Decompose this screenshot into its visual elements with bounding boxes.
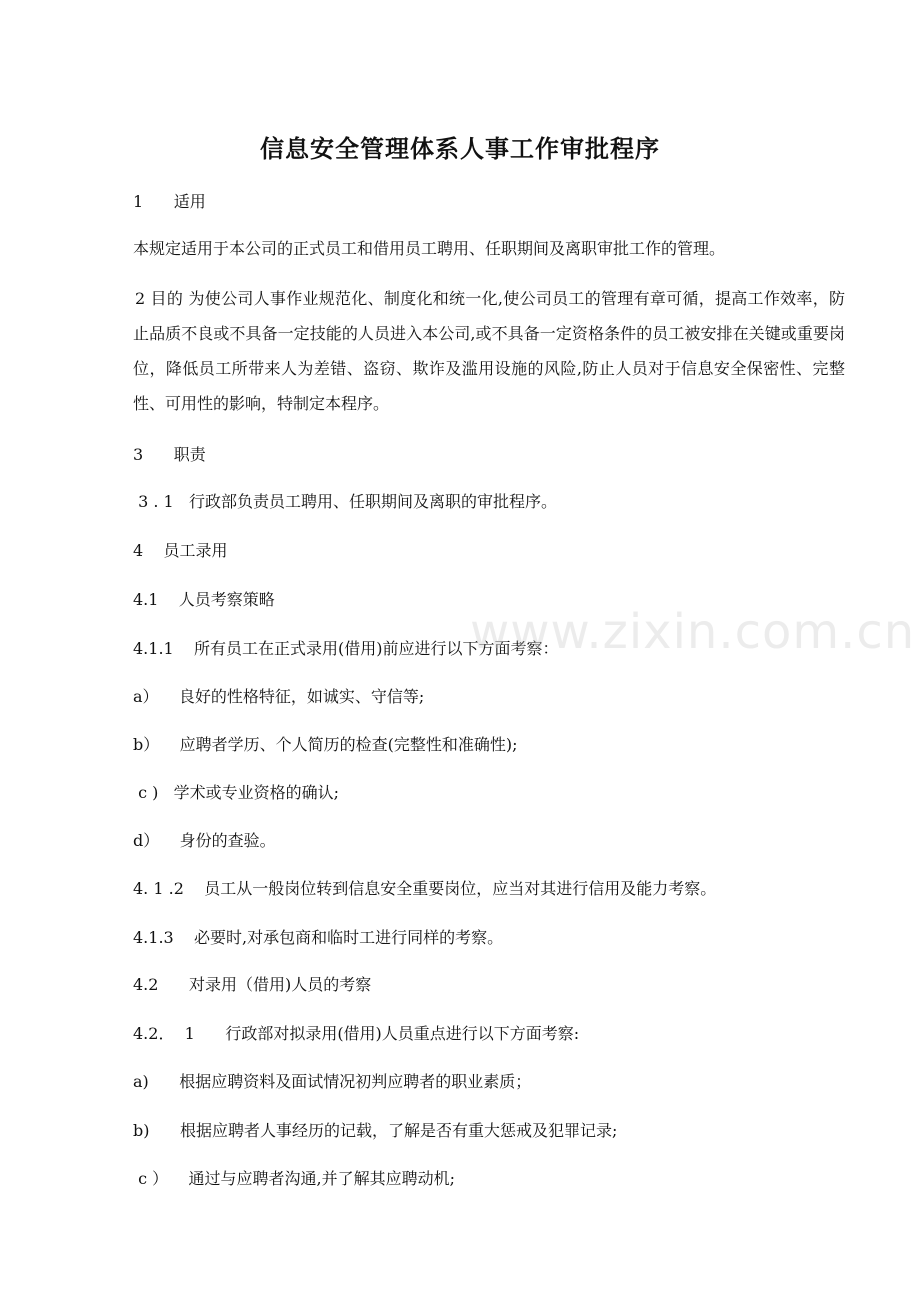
section-4-2-heading: 4.2 对录用（借用)人员的考察 <box>133 975 372 994</box>
watermark: www.zixin.com.cn <box>470 604 916 660</box>
list-item-a: a） 良好的性格特征，如诚实、守信等; <box>133 687 425 706</box>
section-3-1-text: 3 . 1 行政部负责员工聘用、任职期间及离职的审批程序。 <box>133 492 557 511</box>
list-item-b: b） 应聘者学历、个人简历的检查(完整性和准确性); <box>133 735 518 754</box>
section-3-heading: 3 职责 <box>133 445 206 464</box>
section-1-heading: 1 适用 <box>133 192 206 211</box>
section-4-2-1-text: 4.2． 1 行政部对拟录用(借用)人员重点进行以下方面考察: <box>133 1024 580 1043</box>
document-title: 信息安全管理体系人事工作审批程序 <box>260 135 660 163</box>
section-4-heading: 4 员工录用 <box>133 541 228 560</box>
list-item-4-2-b: b) 根据应聘者人事经历的记载，了解是否有重大惩戒及犯罪记录; <box>133 1121 618 1140</box>
list-item-4-2-c: c ） 通过与应聘者沟通,并了解其应聘动机; <box>133 1169 455 1188</box>
section-4-1-1-text: 4.1.1 所有员工在正式录用(借用)前应进行以下方面考察： <box>133 639 559 658</box>
section-1-text: 本规定适用于本公司的正式员工和借用员工聘用、任职期间及离职审批工作的管理。 <box>133 239 726 258</box>
section-4-1-2-text: 4. 1 .2 员工从一般岗位转到信息安全重要岗位，应当对其进行信用及能力考察。 <box>133 879 717 898</box>
section-4-1-3-text: 4.1.3 必要时,对承包商和临时工进行同样的考察。 <box>133 928 504 947</box>
section-2-paragraph: 2 目的 为使公司人事作业规范化、制度化和统一化,使公司员工的管理有章可循，提高工作效率，防止品质不良或不具备一定技能的人员进入本公司,或不具备一定资格条件的员工被安排在关键或重要岗位，降低员工所带来人为差错、盗窃、欺诈及滥用设施的风险,防止人员对于信息安全保密性、完整性、可用性的影响，特制定本程序。 <box>133 289 845 413</box>
list-item-d: d） 身份的查验。 <box>133 831 276 850</box>
section-4-1-heading: 4.1 人员考察策略 <box>133 590 275 609</box>
list-item-4-2-a: a) 根据应聘资料及面试情况初判应聘者的职业素质； <box>133 1072 532 1091</box>
list-item-c: c ) 学术或专业资格的确认; <box>133 783 340 802</box>
